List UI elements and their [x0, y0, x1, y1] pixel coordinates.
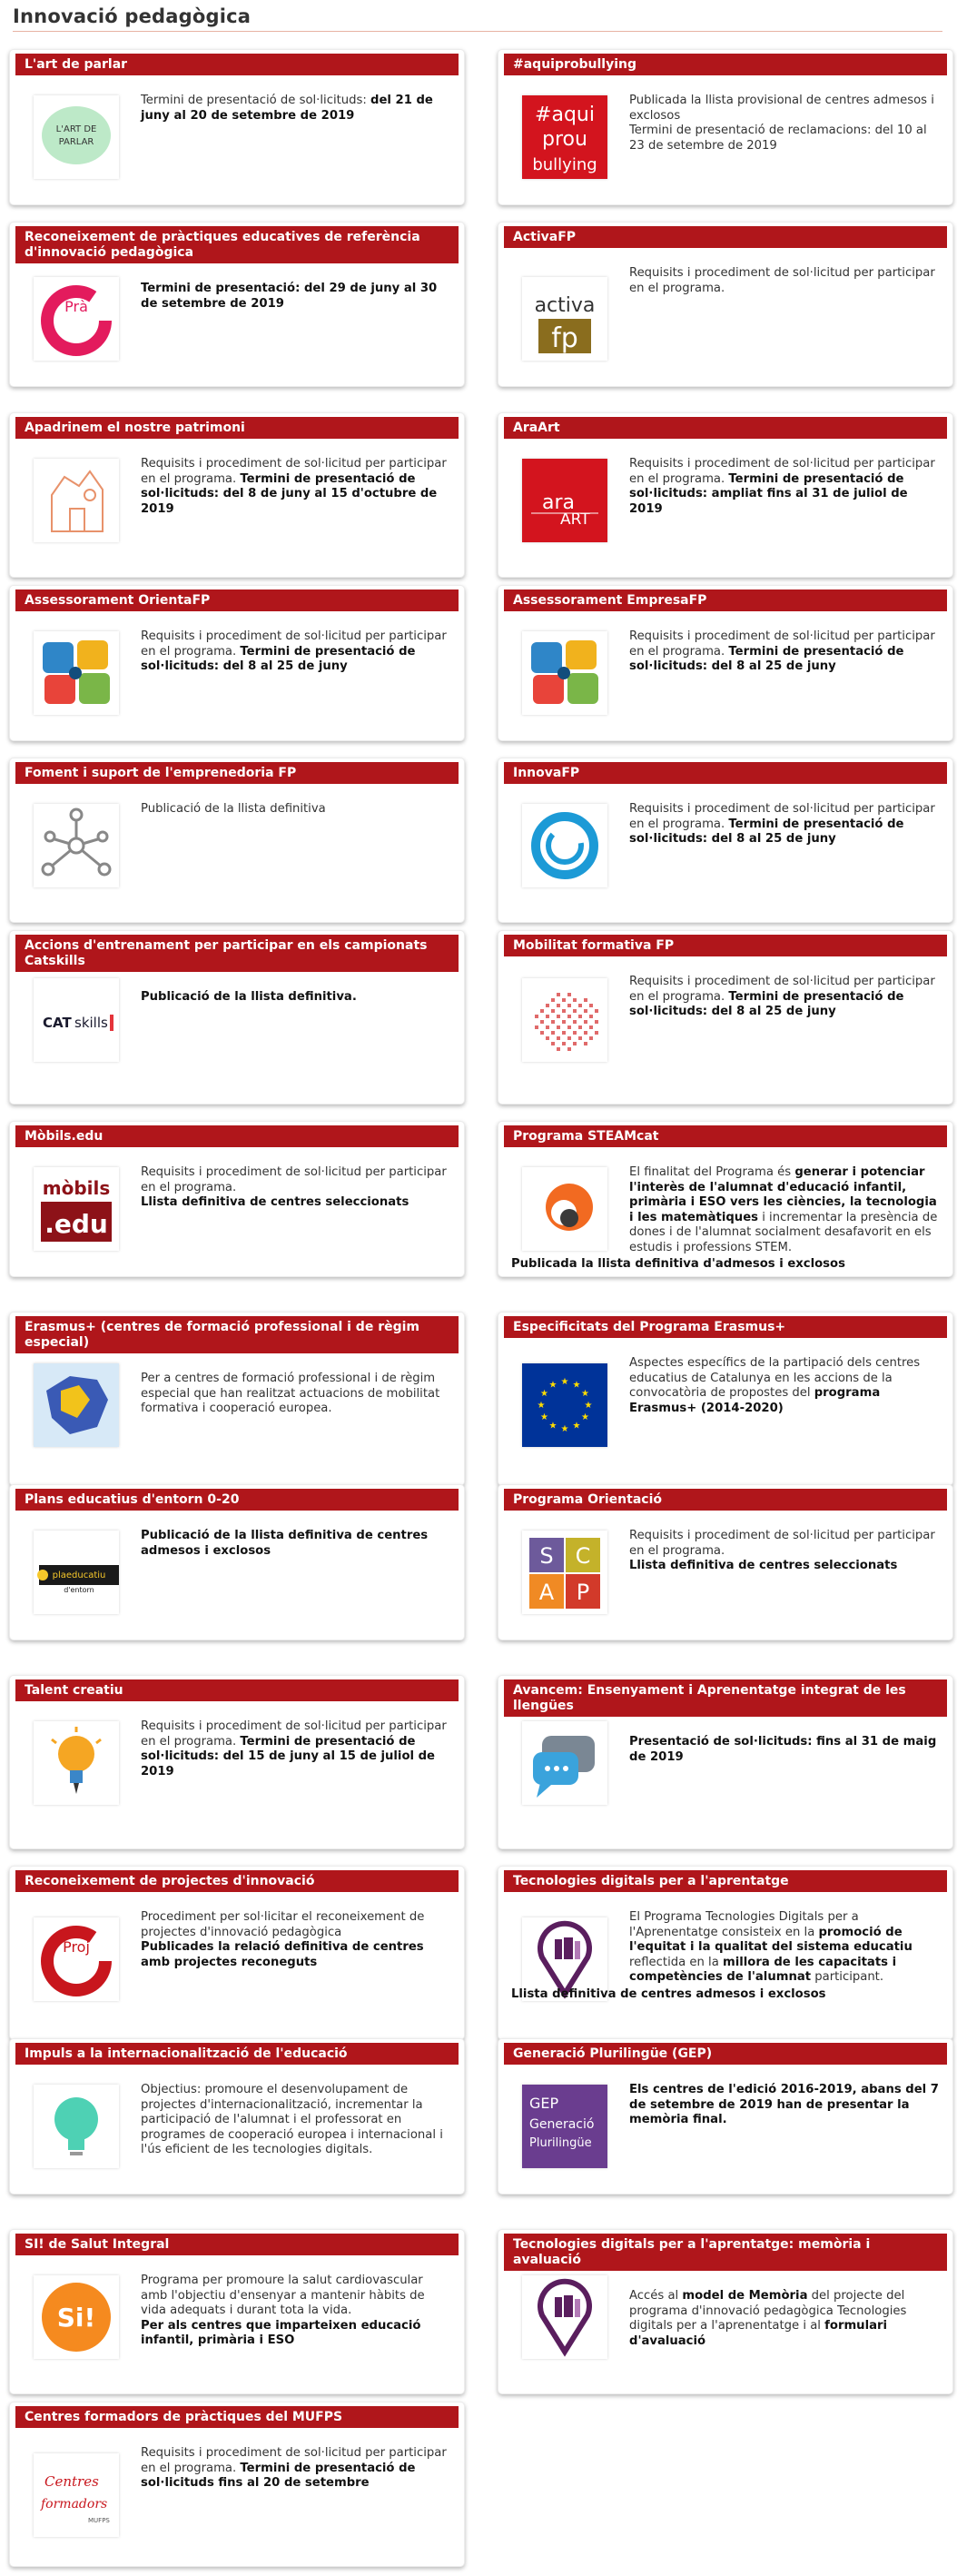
- svg-text:★: ★: [548, 1421, 557, 1432]
- program-card-description: Publicació de la llista definitiva: [141, 802, 326, 816]
- program-card-title-link[interactable]: Tecnologies digitals per a l'aprentatge: memòria i avaluació: [504, 2234, 947, 2271]
- svg-text:GEP: GEP: [529, 2095, 559, 2112]
- svg-text:mòbils: mòbils: [42, 1177, 111, 1199]
- program-card-title-link[interactable]: Plans educatius d'entorn 0-20: [15, 1489, 459, 1511]
- program-card-description: Per a centres de formació professional i de règim especial que han realitzat actuacions de mobilitat formativa i cooperació europea.: [141, 1372, 440, 1415]
- program-card-title-link[interactable]: #aquiprobullying: [504, 54, 947, 75]
- program-card-highlight[interactable]: Termini de presentació de sol·licituds: del 8 al 25 de juny: [629, 817, 904, 846]
- program-card: [498, 1312, 953, 1486]
- program-card: [498, 2038, 953, 2195]
- svg-text:#aqui: #aqui: [535, 104, 595, 126]
- program-card: [498, 930, 953, 1105]
- program-card-description: Procediment per sol·licitar el reconeixement de projectes d'innovació pedagògica Publicades la relació definitiva de centres amb projectes reconeguts: [141, 1910, 425, 1969]
- svg-text:skills: skills: [74, 1015, 108, 1031]
- program-card-title-link[interactable]: Apadrinem el nostre patrimoni: [15, 417, 459, 439]
- svg-text:★: ★: [548, 1380, 557, 1391]
- program-card-highlight[interactable]: Presentació de sol·licituds: fins al 31 de maig de 2019: [629, 1735, 937, 1764]
- program-card-description: [629, 2083, 940, 2128]
- program-card-title-link[interactable]: Centres formadors de pràctiques del MUFPS: [15, 2406, 459, 2428]
- svg-text:Proj: Proj: [63, 1938, 90, 1956]
- program-card-highlight[interactable]: Termini de presentació de sol·licituds: del 8 de juny al 15 d'octubre de 2019: [141, 471, 438, 516]
- program-card-highlight[interactable]: Termini de presentació de sol·licituds fins al 20 de setembre: [141, 2461, 416, 2490]
- program-card: [498, 1484, 953, 1640]
- program-card: [9, 1121, 465, 1277]
- program-card: [498, 2229, 953, 2394]
- svg-text:★: ★: [539, 1389, 548, 1399]
- program-card-title-link[interactable]: Assessorament OrientaFP: [15, 590, 459, 611]
- program-card-description: [141, 990, 451, 1006]
- program-card-description: [141, 1529, 451, 1559]
- program-card-highlight[interactable]: Per als centres que imparteixen educació infantil, primària i ESO: [141, 2318, 421, 2347]
- program-card-highlight[interactable]: Els centres de l'edició 2016-2019, abans del 7 de setembre de 2019 han de presentar la memòria final.: [629, 2083, 939, 2126]
- program-card-title-link[interactable]: Programa Orientació: [504, 1489, 947, 1511]
- program-card-highlight[interactable]: Publicació de la llista definitiva.: [141, 990, 357, 1004]
- svg-text:MUFPS: MUFPS: [88, 2517, 110, 2524]
- program-card-title-link[interactable]: Especificitats del Programa Erasmus+: [504, 1316, 947, 1338]
- program-card-description: [141, 282, 451, 312]
- program-card-result-link[interactable]: Llista definitiva de centres admesos i exclosos: [511, 1986, 826, 2001]
- program-card-highlight[interactable]: Llista definitiva de centres seleccionats: [141, 1195, 409, 1209]
- program-card: [498, 49, 953, 205]
- program-card-description: Requisits i procediment de sol·licitud per participar en el programa. Termini de presentació de sol·licituds: del 8 al 25 de juny: [629, 802, 935, 846]
- program-card-description: Requisits i procediment de sol·licitud per participar en el programa. Termini de presentació de sol·licituds: del 8 al 25 de juny: [141, 629, 447, 673]
- program-card-description: Requisits i procediment de sol·licitud per participar en el programa. Llista definitiva de centres seleccionats: [629, 1529, 935, 1572]
- program-card-description: Requisits i procediment de sol·licitud per participar en el programa. Termini de presentació de sol·licituds: del 8 de juny al 15 d'octubre de 2019: [141, 457, 447, 516]
- svg-text:PARLAR: PARLAR: [58, 137, 94, 147]
- program-card: [9, 2229, 465, 2394]
- svg-text:★: ★: [560, 1424, 569, 1434]
- svg-text:fp: fp: [551, 322, 578, 354]
- program-card-title-link[interactable]: Reconeixement de projectes d'innovació: [15, 1870, 459, 1892]
- program-card-title-link[interactable]: Programa STEAMcat: [504, 1125, 947, 1147]
- program-card-description: Accés al model de Memòria del projecte del programa d'innovació pedagògica Tecnologies digitals per a l'aprenentatge i al formulari d'avaluació: [629, 2289, 907, 2348]
- program-card-highlight[interactable]: Termini de presentació de sol·licituds: del 8 al 25 de juny: [629, 644, 904, 673]
- program-card: [498, 222, 953, 387]
- svg-text:Centres: Centres: [44, 2473, 99, 2490]
- program-card: [9, 758, 465, 923]
- program-card-highlight[interactable]: Termini de presentació de sol·licituds: del 8 al 25 de juny: [141, 644, 416, 673]
- program-card: [9, 412, 465, 578]
- program-card-title-link[interactable]: SI! de Salut Integral: [15, 2234, 459, 2255]
- program-card-title-link[interactable]: ActivaFP: [504, 226, 947, 248]
- program-card-highlight[interactable]: del 21 de juny al 20 de setembre de 2019: [141, 94, 433, 123]
- svg-text:★: ★: [584, 1401, 593, 1411]
- program-card: [9, 585, 465, 741]
- svg-text:★: ★: [560, 1377, 569, 1387]
- program-card: [9, 2038, 465, 2195]
- program-card-result-link[interactable]: Publicada la llista definitiva d'admesos i exclosos: [511, 1257, 845, 1271]
- svg-text:ara: ara: [542, 491, 576, 514]
- program-card: [9, 1312, 465, 1486]
- program-card: [9, 222, 465, 387]
- program-card-highlight[interactable]: Termini de presentació de sol·licituds: del 15 de juny al 15 de juliol de 2019: [141, 1734, 435, 1778]
- program-card: [9, 930, 465, 1105]
- svg-text:plaeducatiu: plaeducatiu: [52, 1570, 106, 1580]
- svg-text:Plurilingüe: Plurilingüe: [529, 2136, 592, 2150]
- program-card-title-link[interactable]: Foment i suport de l'emprenedoria FP: [15, 762, 459, 784]
- program-card: [498, 1866, 953, 2040]
- program-card: [498, 758, 953, 923]
- program-card: [9, 1484, 465, 1640]
- program-card-title-link[interactable]: Talent creatiu: [15, 1679, 459, 1701]
- program-card-highlight[interactable]: Termini de presentació de sol·licituds: del 8 al 25 de juny: [629, 989, 904, 1018]
- program-card-description: El finalitat del Programa és generar i potenciar l'interès de l'alumnat d'educació infantil, primària i ESO vers les ciències, la tecnologia i les matemàtiques i incrementar la presència de dones i de l'alumnat socialment desafavorit en els estudis i professions STEM.: [629, 1165, 938, 1254]
- program-card-title-link[interactable]: Generació Plurilingüe (GEP): [504, 2043, 947, 2065]
- program-card-title-link[interactable]: InnovaFP: [504, 762, 947, 784]
- svg-text:activa: activa: [534, 294, 596, 317]
- program-card-highlight[interactable]: Termini de presentació de sol·licituds: ampliat fins al 31 de juliol de 2019: [629, 471, 908, 516]
- program-card-description: Requisits i procediment de sol·licitud per participar en el programa. Termini de presentació de sol·licituds: del 8 al 25 de juny: [629, 975, 935, 1018]
- svg-text:bullying: bullying: [532, 155, 597, 174]
- program-card-description: Requisits i procediment de sol·licitud per participar en el programa. Termini de presentació de sol·licituds fins al 20 de setembre: [141, 2446, 447, 2490]
- program-card: [9, 1675, 465, 1849]
- title-divider: [13, 31, 942, 32]
- program-card-description: Termini de presentació de sol·licituds: del 21 de juny al 20 de setembre de 2019: [141, 94, 433, 123]
- program-card-title-link[interactable]: L'art de parlar: [15, 54, 459, 75]
- program-card-title-link[interactable]: Erasmus+ (centres de formació professional i de règim especial): [15, 1316, 459, 1353]
- program-card-highlight[interactable]: Termini de presentació: del 29 de juny al 30 de setembre de 2019: [141, 282, 438, 311]
- program-card-title-link[interactable]: Tecnologies digitals per a l'aprentatge: [504, 1870, 947, 1892]
- svg-text:★: ★: [572, 1421, 581, 1432]
- svg-text:★: ★: [581, 1389, 590, 1399]
- svg-text:Si!: Si!: [56, 2303, 96, 2333]
- program-card-highlight[interactable]: Publicació de la llista definitiva de centres admesos i exclosos: [141, 1529, 429, 1558]
- svg-text:★: ★: [537, 1401, 546, 1411]
- program-card: [498, 412, 953, 578]
- program-card-highlight[interactable]: Publicades la relació definitiva de centres amb projectes reconeguts: [141, 1940, 424, 1969]
- program-card-description: Requisits i procediment de sol·licitud per participar en el programa. Termini de presentació de sol·licituds: del 8 al 25 de juny: [629, 629, 935, 673]
- program-card-description: Publicada la llista provisional de centres admesos i exclosos Termini de presentació de reclamacions: del 10 al 23 de setembre de 2019: [629, 94, 934, 153]
- program-card: [9, 49, 465, 205]
- program-card-title-link[interactable]: Accions d'entrenament per participar en els campionats Catskills: [15, 935, 459, 972]
- program-card-title-link[interactable]: AraArt: [504, 417, 947, 439]
- program-card-description: El Programa Tecnologies Digitals per a l'Aprenentatge consisteix en la promoció de l'equitat i la qualitat del sistema educatiu reflectida en la millora de les capacitats i competències de l'alumnat participant.: [629, 1910, 913, 1984]
- program-card-description: Objectius: promoure el desenvolupament de projectes d'internacionalització, incrementar la participació de l'alumnat i el professorat en programes de cooperació europea i internacional i l'ús eficient de les tecnologies digitals.: [141, 2083, 443, 2156]
- svg-text:S: S: [539, 1543, 554, 1569]
- program-card: [498, 585, 953, 741]
- svg-text:★: ★: [581, 1412, 590, 1422]
- svg-text:ART: ART: [560, 510, 590, 529]
- svg-text:.edu: .edu: [44, 1209, 108, 1239]
- program-card-title-link[interactable]: Mobilitat formativa FP: [504, 935, 947, 956]
- svg-text:★: ★: [572, 1380, 581, 1391]
- svg-text:A: A: [538, 1580, 555, 1605]
- program-card-description: Programa per promoure la salut cardiovascular amb l'objectiu d'ensenyar a mantenir hàbits de vida adequats i durant tota la vida. Per als centres que imparteixen educació infantil, primària i ESO: [141, 2274, 425, 2347]
- svg-text:formadors: formadors: [41, 2497, 108, 2512]
- program-card-title-link[interactable]: Impuls a la internacionalització de l'educació: [15, 2043, 459, 2065]
- page-title: Innovació pedagògica: [13, 5, 252, 27]
- svg-text:prou: prou: [542, 128, 587, 151]
- program-card-highlight[interactable]: Llista definitiva de centres seleccionats: [629, 1559, 898, 1572]
- svg-text:CAT: CAT: [43, 1015, 72, 1031]
- program-card: [498, 1121, 953, 1277]
- svg-text:Generació: Generació: [529, 2117, 595, 2132]
- program-card-title-link[interactable]: Avancem: Ensenyament i Aprenentatge integrat de les llengües: [504, 1679, 947, 1717]
- program-card: [9, 2402, 465, 2567]
- svg-text:L'ART DE: L'ART DE: [55, 124, 97, 134]
- program-card-description: [629, 1735, 940, 1765]
- program-card-description: Requisits i procediment de sol·licitud per participar en el programa. Llista definitiva de centres seleccionats: [141, 1165, 447, 1209]
- svg-text:d'entorn: d'entorn: [64, 1586, 94, 1594]
- svg-text:Prà: Prà: [64, 298, 88, 315]
- svg-text:P: P: [576, 1580, 590, 1605]
- program-card-title-link[interactable]: Mòbils.edu: [15, 1125, 459, 1147]
- program-card-description: Requisits i procediment de sol·licitud per participar en el programa. Termini de presentació de sol·licituds: ampliat fins al 31 de juliol de 2019: [629, 457, 935, 516]
- program-card: [498, 1675, 953, 1849]
- svg-text:C: C: [575, 1543, 591, 1569]
- program-card-title-link[interactable]: Assessorament EmpresaFP: [504, 590, 947, 611]
- svg-text:★: ★: [539, 1412, 548, 1422]
- program-card-title-link[interactable]: Reconeixement de pràctiques educatives de referència d'innovació pedagògica: [15, 226, 459, 263]
- program-card: [9, 1866, 465, 2040]
- program-card-description: Aspectes específics de la partipació dels centres educatius de Catalunya en les accions de la convocatòria de propostes del programa Erasmus+ (2014-2020): [629, 1356, 921, 1415]
- program-card-description: Requisits i procediment de sol·licitud per participar en el programa. Termini de presentació de sol·licituds: del 15 de juny al 15 de juliol de 2019: [141, 1719, 447, 1778]
- program-card-description: Requisits i procediment de sol·licitud per participar en el programa.: [629, 266, 935, 295]
